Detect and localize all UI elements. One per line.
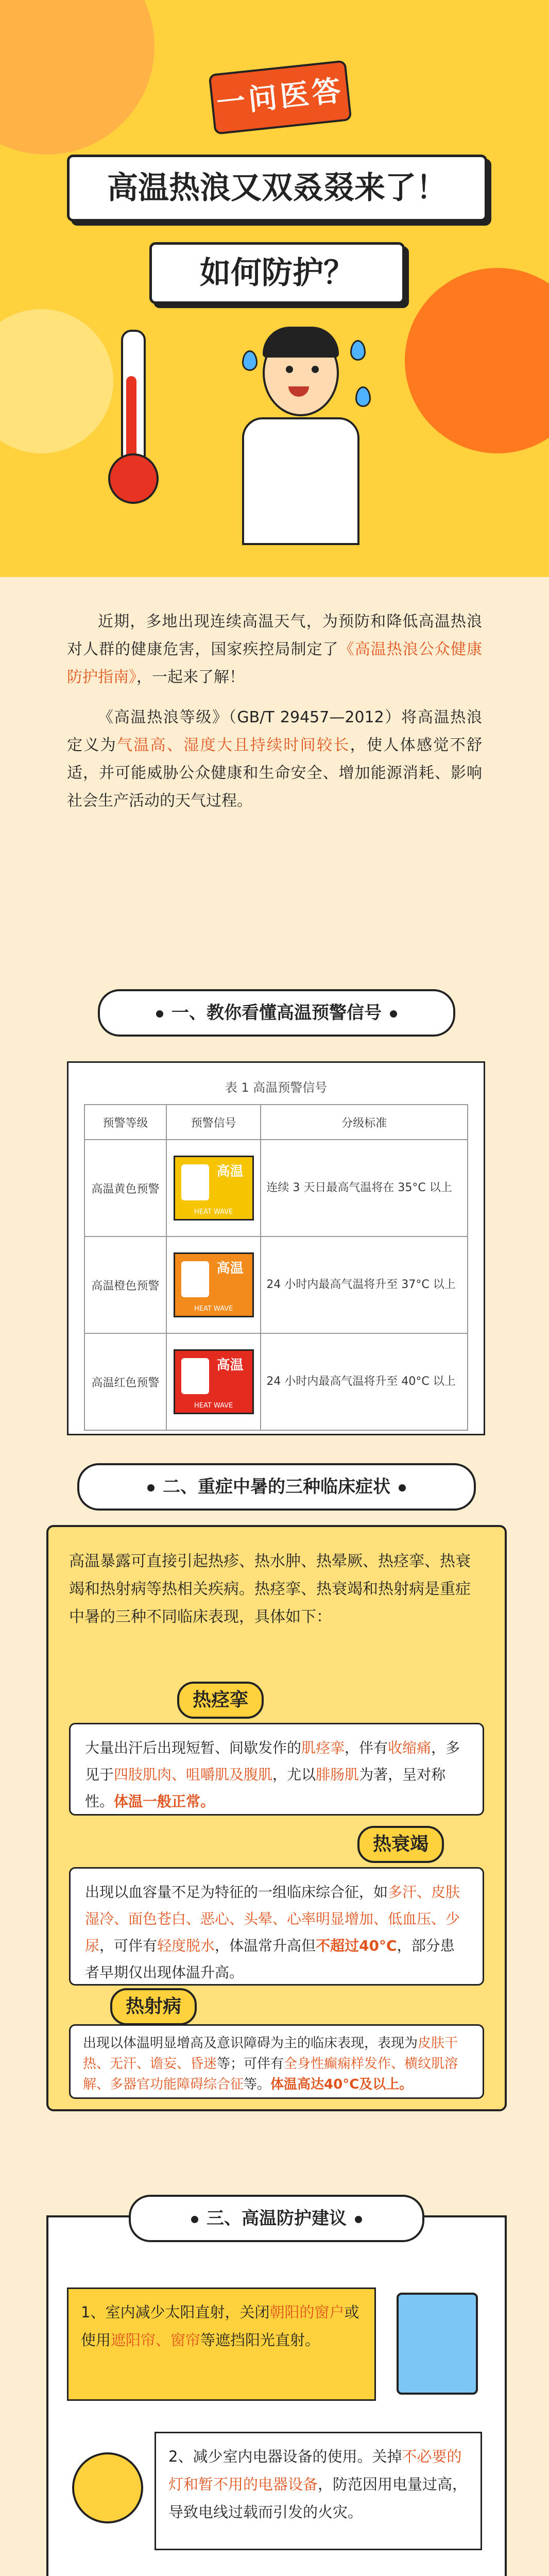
symptoms-intro: 高温暴露可直接引起热疹、热水肿、热晕厥、热痉挛、热衰竭和热射病等热相关疾病。热痉挛、热衰竭和热射病是重症中暑的三种不同临床表现，具体如下： — [69, 1552, 471, 1626]
protection-item-1: 1、室内减少太阳直射，关闭朝阳的窗户或使用遮阳帘、窗帘等遮挡阳光直射。 — [67, 2287, 376, 2401]
section-heading-warning: 一、教你看懂高温预警信号 — [98, 989, 455, 1037]
lightbulb-icon — [72, 2452, 143, 2523]
heat-exhaustion-tag: 热衰竭 — [357, 1826, 444, 1863]
heat-cramp-tag: 热痉挛 — [177, 1682, 264, 1719]
heat-cramp-text: 大量出汗后出现短暂、间歇发作的肌痉挛，伴有收缩痛，多见于四肢肌肉、咀嚼肌及腹肌，尤以腓肠肌为著，呈对称性。体温一般正常。 — [69, 1723, 484, 1816]
sun-decoration — [0, 0, 155, 155]
section-heading-protection: 三、高温防护建议 — [129, 2195, 424, 2242]
table-row: 高温橙色预警 高温 HEAT WAVE 24 小时内最高气温将升至 37°C 以上 — [84, 1236, 468, 1333]
page-subtitle: 如何防护？ — [149, 242, 405, 304]
section-heading-symptoms: 二、重症中暑的三种临床症状 — [77, 1463, 476, 1511]
table-row: 高温红色预警 高温 HEAT WAVE 24 小时内最高气温将升至 40°C 以上 — [84, 1333, 468, 1430]
heat-stroke-text: 出现以体温明显增高及意识障碍为主的临床表现，表现为皮肤干热、无汗、谵妄、昏迷等；可伴有全身性癫痫样发作、横纹肌溶解、多器官功能障碍综合征等。体温高达40°C及以上。 — [69, 2024, 484, 2099]
warning-table-box — [67, 1061, 485, 1435]
heat-stroke-tag: 热射病 — [110, 1988, 197, 2025]
table-header: 预警等级 — [84, 1105, 166, 1140]
page-title: 高温热浪又双叒叕来了！ — [67, 155, 487, 222]
orange-warning-sign-icon: 高温 HEAT WAVE — [174, 1252, 254, 1317]
warning-table — [84, 1104, 468, 1431]
intro-text: 近期，多地出现连续高温天气，为预防和降低高温热浪对人群的健康危害，国家疾控局制定了《高温热浪公众健康防护指南》，一起来了解！ 《高温热浪等级》（GB/T 29457—2012）将高温热浪定义为气温高、湿度大且持续时间较长，使人体感觉不舒适，并可能威胁公众健康和生命安全、增加能源消耗、影响社会生产活动的天气过程。 — [67, 613, 483, 810]
table-caption: 表 1 高温预警信号 — [225, 1080, 328, 1095]
badge: 一问医答 — [209, 60, 352, 134]
table-row: 高温黄色预警 高温 HEAT WAVE 连续 3 天日最高气温将在 35°C 以上 — [84, 1140, 468, 1236]
thermometer-icon — [103, 330, 160, 500]
window-illustration — [397, 2293, 478, 2395]
table-header: 分级标准 — [261, 1105, 468, 1140]
sun-decoration — [405, 268, 549, 453]
symptoms-box — [46, 1525, 507, 2111]
sun-decoration — [0, 309, 113, 453]
sweating-person-illustration — [221, 330, 376, 546]
protection-item-2: 2、减少室内电器设备的使用。关掉不必要的灯和暂不用的电器设备，防范因用电量过高，导致电线过载而引发的火灾。 — [155, 2432, 482, 2550]
header-banner — [0, 0, 549, 577]
heat-exhaustion-text: 出现以血容量不足为特征的一组临床综合征，如多汗、皮肤湿冷、面色苍白、恶心、头晕、心率明显增加、低血压、少尿，可伴有轻度脱水，体温常升高但不超过40°C，部分患者早期仅出现体温升高。 — [69, 1867, 484, 1986]
red-warning-sign-icon: 高温 HEAT WAVE — [174, 1349, 254, 1414]
yellow-warning-sign-icon: 高温 HEAT WAVE — [174, 1156, 254, 1221]
table-header: 预警信号 — [166, 1105, 261, 1140]
